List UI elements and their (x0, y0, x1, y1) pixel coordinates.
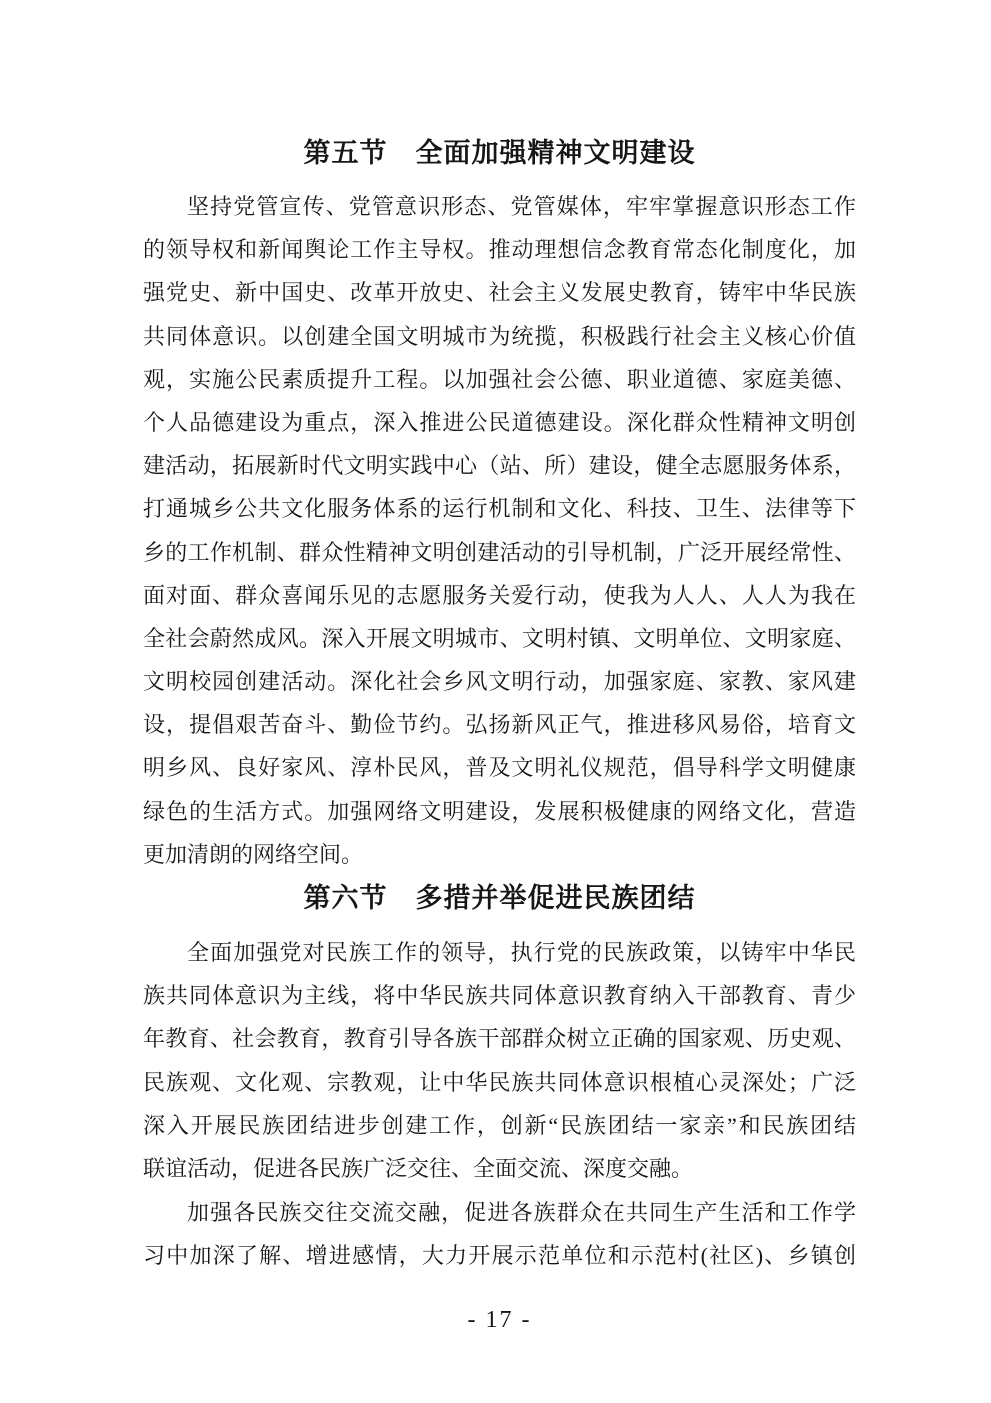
section-6-heading: 第六节 多措并举促进民族团结 (303, 883, 696, 913)
text-line: 设，提倡艰苦奋斗、勤俭节约。弘扬新风正气，推进移风易俗，培育文 (143, 712, 856, 738)
section-5-paragraph-1 (143, 185, 856, 876)
text-line: 年教育、社会教育，教育引导各族干部群众树立正确的国家观、历史观、 (143, 1026, 856, 1052)
text-line: 观，实施公民素质提升工程。以加强社会公德、职业道德、家庭美德、 (143, 366, 856, 392)
page-number: - 17 - (467, 1307, 532, 1333)
text-line: 强党史、新中国史、改革开放史、社会主义发展史教育，铸牢中华民族 (143, 280, 856, 306)
text-line: 习中加深了解、增进感情，大力开展示范单位和示范村(社区)、乡镇创 (143, 1243, 856, 1269)
section-5-heading: 第五节 全面加强精神文明建设 (303, 138, 696, 168)
section-6-paragraph-1 (143, 931, 856, 1190)
text-line: 共同体意识。以创建全国文明城市为统揽，积极践行社会主义核心价值 (143, 323, 856, 349)
text-line: 个人品德建设为重点，深入推进公民道德建设。深化群众性精神文明创 (143, 409, 856, 435)
text-line: 绿色的生活方式。加强网络文明建设，发展积极健康的网络文化，营造 (143, 798, 856, 824)
text-line: 联谊活动，促进各民族广泛交往、全面交流、深度交融。 (143, 1155, 694, 1181)
text-line: 面对面、群众喜闻乐见的志愿服务关爱行动，使我为人人、人人为我在 (143, 582, 856, 608)
text-line: 建活动，拓展新时代文明实践中心（站、所）建设，健全志愿服务体系， (143, 453, 856, 479)
text-line: 加强各民族交往交流交融，促进各族群众在共同生产生活和工作学 (187, 1200, 856, 1225)
text-line: 全面加强党对民族工作的领导，执行党的民族政策，以铸牢中华民 (187, 940, 856, 965)
text-line: 更加清朗的网络空间。 (143, 841, 364, 867)
text-line: 民族观、文化观、宗教观，让中华民族共同体意识根植心灵深处；广泛 (143, 1069, 856, 1095)
section-6-paragraph-2 (143, 1191, 856, 1277)
text-line: 明乡风、良好家风、淳朴民风，普及文明礼仪规范，倡导科学文明健康 (143, 755, 856, 781)
text-line: 打通城乡公共文化服务体系的运行机制和文化、科技、卫生、法律等下 (143, 496, 856, 522)
text-line: 的领导权和新闻舆论工作主导权。推动理想信念教育常态化制度化，加 (143, 237, 856, 263)
text-line: 文明校园创建活动。深化社会乡风文明行动，加强家庭、家教、家风建 (143, 669, 856, 695)
text-line: 乡的工作机制、群众性精神文明创建活动的引导机制，广泛开展经常性、 (143, 539, 856, 565)
text-line: 深入开展民族团结进步创建工作，创新“民族团结一家亲”和民族团结 (143, 1112, 856, 1138)
text-line: 全社会蔚然成风。深入开展文明城市、文明村镇、文明单位、文明家庭、 (143, 625, 856, 651)
text-line: 坚持党管宣传、党管意识形态、党管媒体，牢牢掌握意识形态工作 (187, 194, 856, 219)
text-line: 族共同体意识为主线，将中华民族共同体意识教育纳入干部教育、青少 (143, 983, 856, 1009)
